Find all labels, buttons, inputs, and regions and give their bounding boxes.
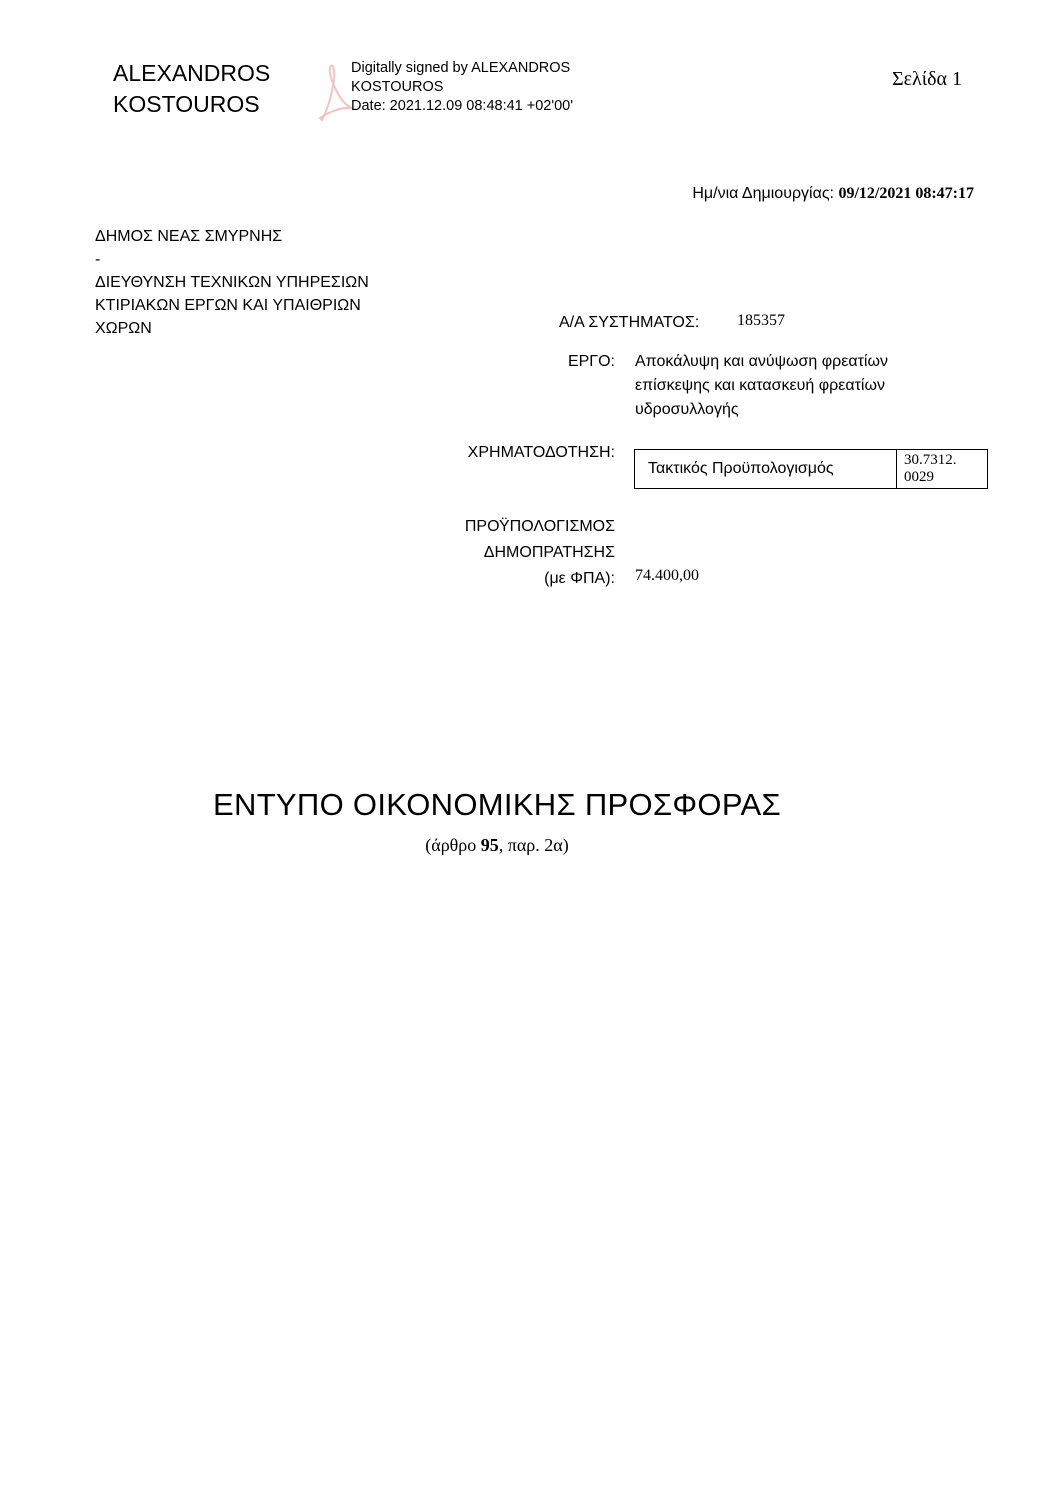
budget-label [400,514,615,592]
signer-name-line2: KOSTOUROS [113,91,260,117]
form-subtitle [0,835,994,856]
signer-name-line1: ALEXANDROS [113,60,271,86]
organization-line3: ΔΙΕΥΘΥΝΣΗ ΤΕΧΝΙΚΩΝ ΥΠΗΡΕΣΙΩΝ [95,274,369,291]
budget-label-line2: ΔΗΜΟΠΡΑΤΗΣΗΣ [483,544,615,561]
creation-date-label: Ημ/νια Δημιουργίας: [692,185,834,202]
creation-date-value: 09/12/2021 08:47:17 [838,185,974,202]
form-subtitle-paragraph: 2α [544,835,563,855]
acrobat-signature-icon [314,58,354,124]
system-id-label: Α/Α ΣΥΣΤΗΜΑΤΟΣ: [559,314,700,331]
digital-signature-line3: Date: 2021.12.09 08:48:41 +02'00' [351,98,574,114]
digital-signature-line2: KOSTOUROS [351,79,444,95]
form-title: ΕΝΤΥΠΟ ΟΙΚΟΝΟΜΙΚΗΣ ΠΡΟΣΦΟΡΑΣ [213,787,781,822]
organization-line2: - [95,251,101,268]
funding-code [897,450,987,488]
form-subtitle-middle: , παρ. [498,835,545,855]
organization-line5: ΧΩΡΩΝ [95,320,152,337]
work-line1: Αποκάλυψη και ανύψωση φρεατίων [635,353,888,370]
work-label: ΕΡΓΟ: [567,353,615,370]
funding-table [634,449,988,489]
budget-label-line1: ΠΡΟΫΠΟΛΟΓΙΣΜΟΣ [464,518,615,535]
form-subtitle-article: 95 [480,835,499,855]
organization-block [95,225,369,340]
digital-signature-line1: Digitally signed by ALEXANDROS [351,60,571,76]
form-subtitle-prefix: (άρθρο [425,835,481,855]
form-subtitle-suffix: ) [562,835,569,855]
funding-source: Τακτικός Προϋπολογισμός [635,450,897,488]
work-line3: υδροσυλλογής [635,401,739,418]
page-number: Σελίδα 1 [891,68,962,90]
creation-date [692,185,974,203]
work-line2: επίσκεψης και κατασκευή φρεατίων [635,377,885,394]
budget-value: 74.400,00 [635,567,699,584]
funding-code-line2: 0029 [904,469,934,485]
digital-signature-text [351,59,573,116]
signer-name [113,58,270,120]
organization-line1: ΔΗΜΟΣ ΝΕΑΣ ΣΜΥΡΝΗΣ [95,228,283,245]
work-description [635,350,935,422]
budget-label-line3: (με ΦΠΑ): [544,570,615,587]
system-id-value: 185357 [737,312,785,329]
organization-line4: ΚΤΙΡΙΑΚΩΝ ΕΡΓΩΝ ΚΑΙ ΥΠΑΙΘΡΙΩΝ [95,297,361,314]
funding-code-line1: 30.7312. [904,452,957,468]
funding-label: ΧΡΗΜΑΤΟΔΟΤΗΣΗ: [467,444,615,461]
